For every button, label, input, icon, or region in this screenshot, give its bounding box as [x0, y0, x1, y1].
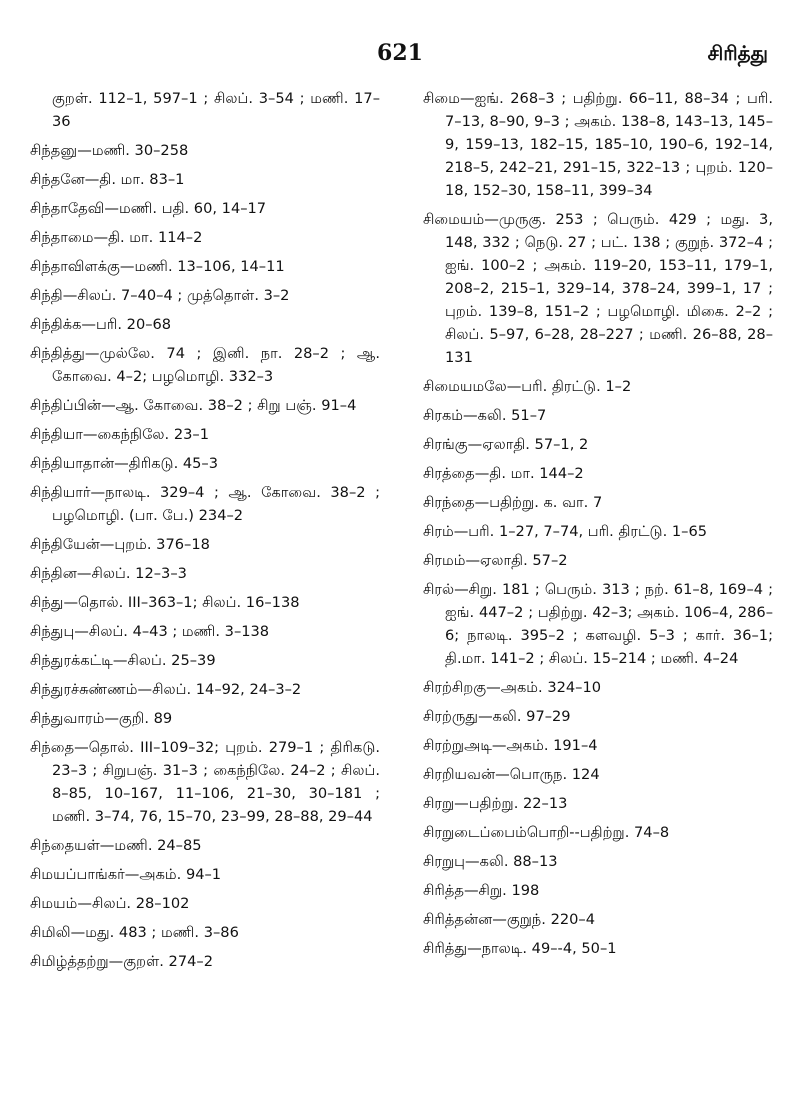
- index-entry: சிமை—ஐங். 268–3 ; பதிற்று. 66–11, 88–34 ; பரி. 7–13, 8–90, 9–3 ; அகம். 138–8, 143–13, 145–9, 159–13, 182–15, 185–10, 190–6, 192–14, 218–5, 242–21, 291–15, 322–13 ; புறம். 120–18, 152–30, 158–11, 399–34: [423, 90, 773, 199]
- index-entry: சிரல்—சிறு. 181 ; பெரும். 313 ; நற். 61–8, 169–4 ; ஐங். 447–2 ; பதிற்று. 42–3; அகம். 106–4, 286–6; நாலடி. 395–2 ; களவழி. 5–3 ; கார். 36–1; தி.மா. 141–2 ; சிலப். 15–214 ; மணி. 4–24: [423, 581, 773, 667]
- index-entry: சிரம்—பரி. 1–27, 7–74, பரி. திரட்டு. 1–65: [423, 523, 708, 540]
- page-number: 621: [377, 40, 423, 66]
- index-entry: சிந்தியா—கைந்நிலே. 23–1: [30, 426, 209, 443]
- left-column: [30, 87, 380, 979]
- index-entry: சிரறியவன்—பொருந. 124: [423, 766, 600, 783]
- index-entry: சிந்தி—சிலப். 7–40–4 ; முத்தொள். 3–2: [30, 287, 290, 304]
- index-entry: சிமிழ்த்தற்று—குறள். 274–2: [30, 953, 213, 970]
- index-entry: சிந்தின—சிலப். 12–3–3: [30, 565, 187, 582]
- index-entry: சிரந்தை—பதிற்று. க. வா. 7: [423, 494, 603, 511]
- index-entry: சிரங்கு—ஏலாதி. 57–1, 2: [423, 436, 589, 453]
- index-entry: சிந்துவாரம்—குறி. 89: [30, 710, 173, 727]
- index-entry: சிரற்ருது—கலி. 97–29: [423, 708, 571, 725]
- index-entry: சிந்துரச்சுண்ணம்—சிலப். 14–92, 24–3–2: [30, 681, 302, 698]
- index-entry: சிந்தையள்—மணி. 24–85: [30, 837, 202, 854]
- index-entry: சிந்து—தொல். III–363–1; சிலப். 16–138: [30, 594, 300, 611]
- index-entry: சிரத்தை—தி. மா. 144–2: [423, 465, 584, 482]
- index-entry: சிந்தியேன்—புறம். 376–18: [30, 536, 210, 553]
- index-entry: சிந்தித்து—முல்லே. 74 ; இனி. நா. 28–2 ; ஆ. கோவை. 4–2; பழமொழி. 332–3: [30, 345, 380, 385]
- index-entry: சிரறுடைப்பைம்பொறி--பதிற்று. 74–8: [423, 824, 670, 841]
- right-column: [423, 87, 773, 966]
- index-entry: சிந்தியாதான்—திரிகடு. 45–3: [30, 455, 219, 472]
- index-entry: சிந்திக்க—பரி. 20–68: [30, 316, 172, 333]
- index-entry: சிந்தனு—மணி. 30–258: [30, 142, 189, 159]
- index-entry: சிரற்றுஅடி—அகம். 191–4: [423, 737, 598, 754]
- index-entry: சிமயப்பாங்கர்—அகம். 94–1: [30, 866, 222, 883]
- index-entry: சிரித்து—நாலடி. 49–-4, 50–1: [423, 940, 617, 957]
- index-entry: சிரமம்—ஏலாதி. 57–2: [423, 552, 568, 569]
- index-entry: சிமிலி—மது. 483 ; மணி. 3–86: [30, 924, 239, 941]
- index-entry: சிமையம்—முருகு. 253 ; பெரும். 429 ; மது. 3, 148, 332 ; நெடு. 27 ; பட். 138 ; குறுந். 372–4 ; ஐங். 100–2 ; அகம். 119–20, 153–11, 179–1, 208–2, 215–1, 329–14, 378–24, 399–1, 17 ; புறம். 139–8, 151–2 ; பழமொழி. மிகை. 2–2 ; சிலப். 5–97, 6–28, 28–227 ; மணி. 26–88, 28–131: [423, 211, 773, 366]
- index-entry: சிந்திப்பின்—ஆ. கோவை. 38–2 ; சிறு பஞ். 91–4: [30, 397, 357, 414]
- index-entry: சிந்துரக்கட்டி—சிலப். 25–39: [30, 652, 216, 669]
- index-entry: சிந்தாதேவி—மணி. பதி. 60, 14–17: [30, 200, 267, 217]
- index-entry: சிந்தை—தொல். III–109–32; புறம். 279–1 ; திரிகடு. 23–3 ; சிறுபஞ். 31–3 ; கைந்நிலே. 24–2 ; சிலப். 8–85, 10–167, 11–106, 21–30, 30–181 ; மணி. 3–74, 76, 15–70, 23–99, 28–88, 29–44: [30, 739, 380, 825]
- index-entry: சிரறுபு—கலி. 88–13: [423, 853, 558, 870]
- index-entry: சிந்தாமை—தி. மா. 114–2: [30, 229, 203, 246]
- index-entry: சிரறு—பதிற்று. 22–13: [423, 795, 568, 812]
- index-entry: குறள். 112–1, 597–1 ; சிலப். 3–54 ; மணி. 17–36: [52, 90, 380, 130]
- index-entry: சிரித்தன்ன—குறுந். 220–4: [423, 911, 596, 928]
- running-head: சிரித்து: [707, 41, 768, 65]
- index-entry: சிரித்த—சிறு. 198: [423, 882, 540, 899]
- index-entry: சிரகம்—கலி. 51–7: [423, 407, 547, 424]
- index-entry: சிந்துபு—சிலப். 4–43 ; மணி. 3–138: [30, 623, 270, 640]
- index-entry: சிந்தனே—தி. மா. 83–1: [30, 171, 185, 188]
- index-entry: சிந்தியார்—நாலடி. 329–4 ; ஆ. கோவை. 38–2 ; பழமொழி. (பா. பே.) 234–2: [30, 484, 380, 524]
- index-entry: சிரற்சிறகு—அகம். 324–10: [423, 679, 602, 696]
- index-entry: சிமையமலே—பரி. திரட்டு. 1–2: [423, 378, 632, 395]
- index-entry: சிமயம்—சிலப். 28–102: [30, 895, 190, 912]
- index-entry: சிந்தாவிளக்கு—மணி. 13–106, 14–11: [30, 258, 285, 275]
